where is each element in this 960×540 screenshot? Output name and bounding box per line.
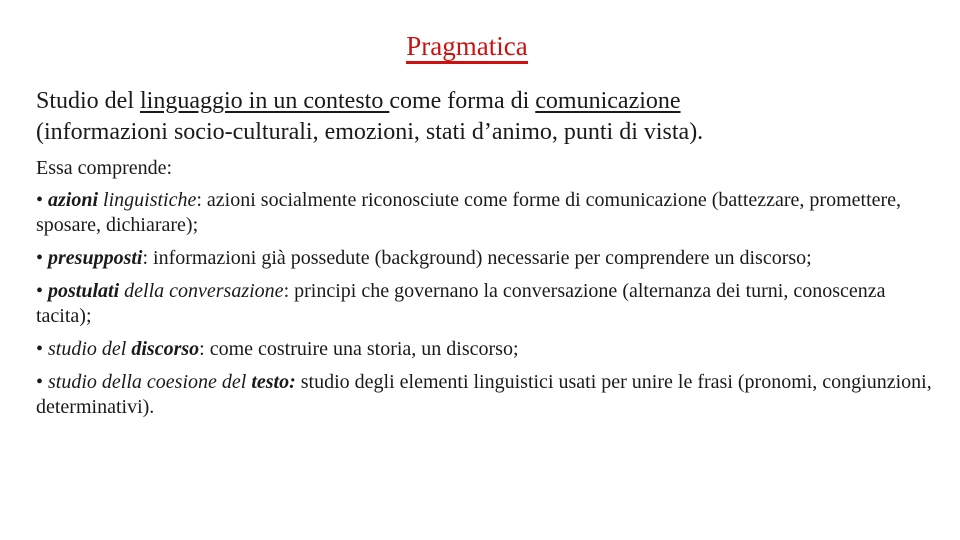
bullet: •	[36, 247, 49, 269]
item-text: : informazioni già possedute (background) necessarie per comprendere un discorso;	[142, 247, 812, 269]
intro-paragraph	[36, 86, 936, 148]
list-item	[36, 246, 936, 271]
item-text: : come costruire una storia, un discorso;	[199, 338, 519, 360]
list-item	[36, 337, 936, 362]
slide-title	[0, 28, 934, 64]
item-term-bold: presupposti	[48, 247, 143, 269]
item-term-bold: postulati	[48, 280, 120, 302]
intro-underline-2: comunicazione	[535, 88, 681, 114]
content-list	[36, 156, 936, 428]
item-term-italic: linguistiche	[98, 189, 197, 211]
slide-title-text: Pragmatica	[406, 31, 527, 64]
lead-text: Essa comprende:	[36, 157, 173, 179]
intro-text-3: (informazioni socio-culturali, emozioni, stati d’animo, punti di vista).	[36, 119, 704, 145]
item-text: : principi che governano la conversazione (alternanza dei turni, conoscenza tacita);	[36, 280, 886, 327]
list-item	[36, 370, 936, 420]
item-text: studio degli elementi linguistici usati per unire le frasi (pronomi, congiunzioni, determinativi).	[36, 371, 932, 418]
item-term-bold: azioni	[48, 189, 99, 211]
bullet: •	[36, 338, 49, 360]
item-text: : azioni socialmente riconosciute come forme di comunicazione (battezzare, promettere, sposare, dichiarare);	[36, 189, 902, 236]
item-term-bold: testo:	[251, 371, 296, 393]
intro-text-1: Studio del	[36, 88, 141, 114]
item-term-bold: discorso	[131, 338, 200, 360]
item-term-italic: studio del	[48, 338, 132, 360]
list-item	[36, 188, 936, 238]
bullet: •	[36, 280, 49, 302]
intro-underline-1: linguaggio in un contesto	[140, 88, 390, 114]
bullet: •	[36, 371, 49, 393]
intro-text-2: come forma di	[389, 88, 536, 114]
item-term-italic: studio della coesione del	[48, 371, 252, 393]
item-term-italic: della conversazione	[119, 280, 284, 302]
bullet: •	[36, 189, 49, 211]
list-item	[36, 279, 936, 329]
